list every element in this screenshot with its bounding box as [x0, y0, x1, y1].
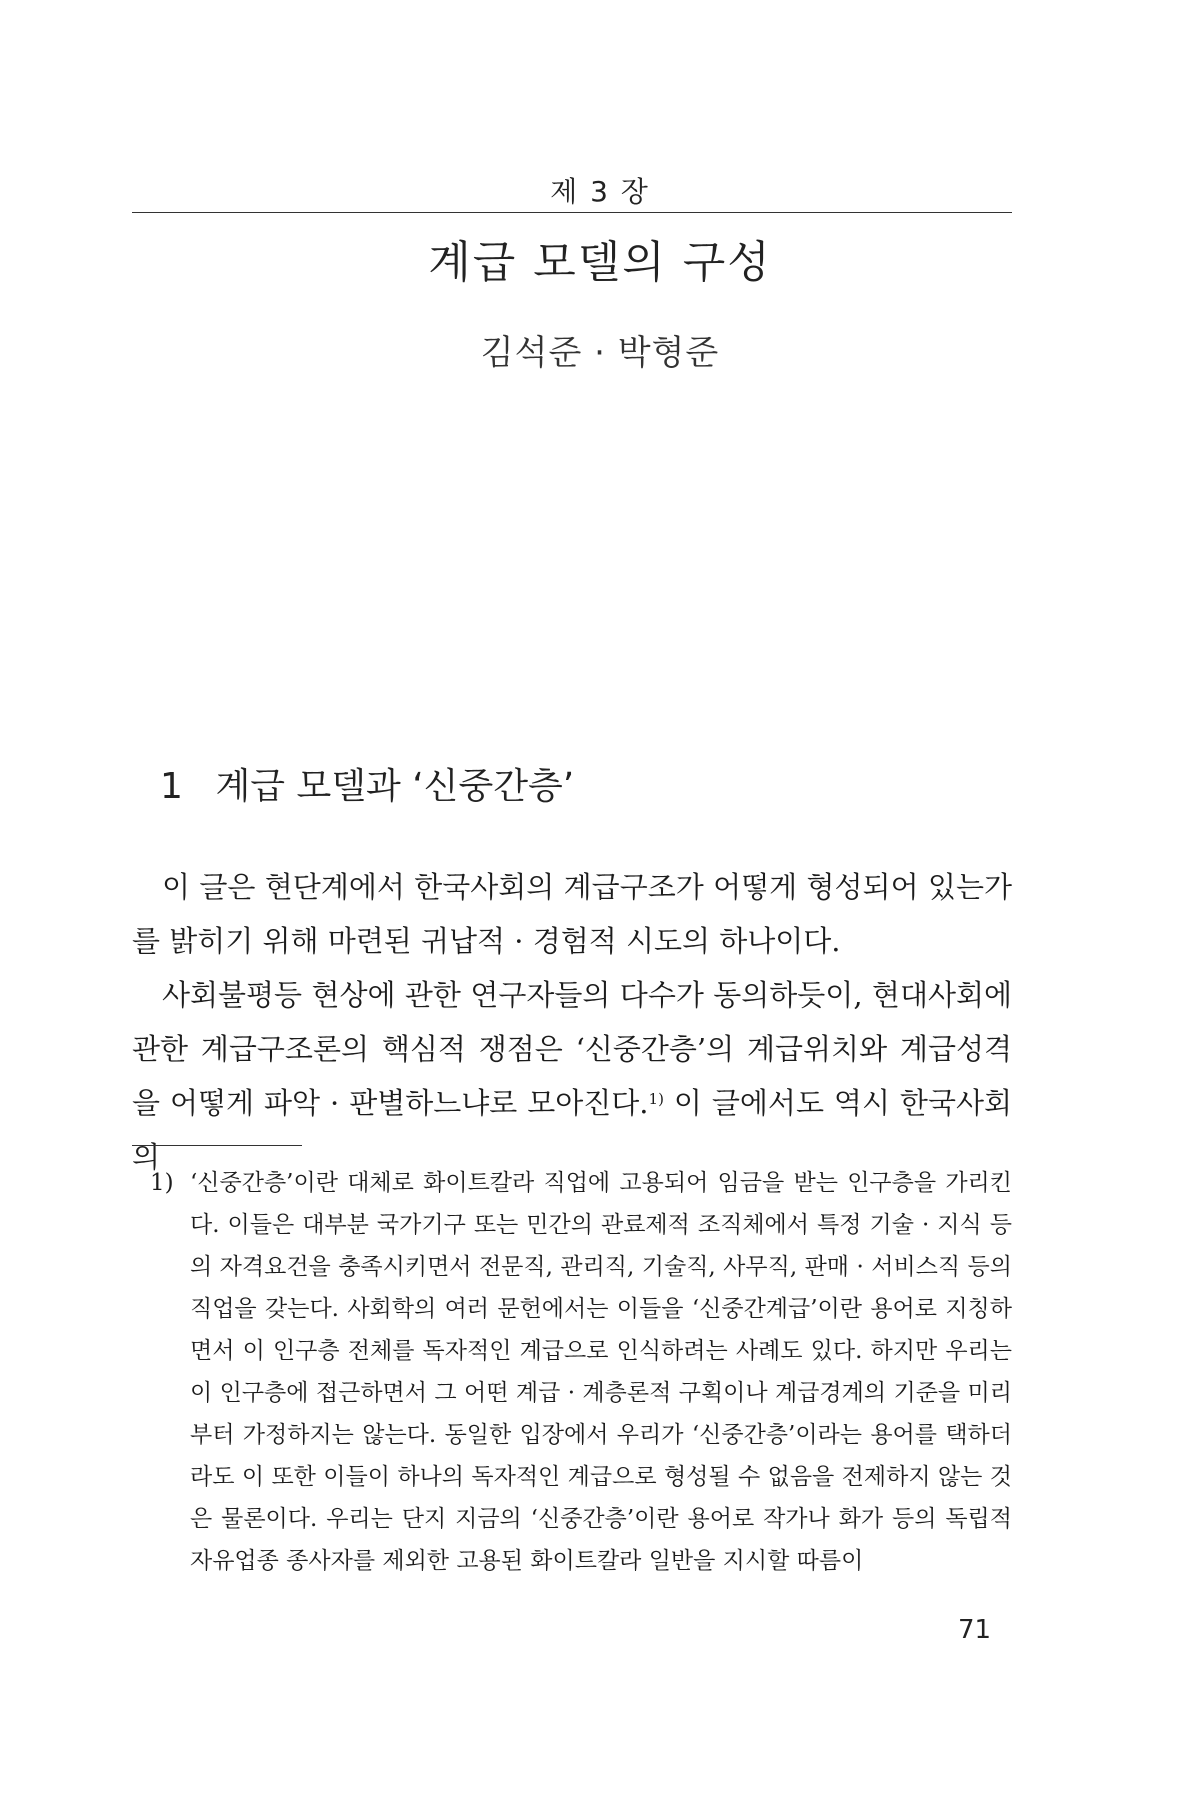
body-paragraph-text: 이 글에서도 역시 한국사회의	[132, 1086, 1012, 1174]
footnote-reference[interactable]: 1)	[648, 1090, 664, 1108]
chapter-label: 제 3 장	[550, 175, 650, 208]
body-text	[132, 860, 1012, 1184]
footnote-text: ‘신중간층’이란 대체로 화이트칼라 직업에 고용되어 임금을 받는 인구층을 가리킨다. 이들은 대부분 국가기구 또는 민간의 관료제적 조직체에서 특정 기술 · 지식 등의 자격요건을 충족시키면서 전문직, 관리직, 기술직, 사무직, 판매 · 서비스직 등의 직업을 갖는다. 사회학의 여러 문헌에서는 이들을 ‘신중간계급’이란 용어로 지칭하면서 이 인구층 전체를 독자적인 계급으로 인식하려는 사례도 있다. 하지만 우리는 이 인구층에 접근하면서 그 어떤 계급 · 계층론적 구획이나 계급경계의 기준을 미리부터 가정하지는 않는다. 동일한 입장에서 우리가 ‘신중간층’이라는 용어를 택하더라도 이 또한 이들이 하나의 독자적인 계급으로 형성될 수 없음을 전제하지 않는 것은 물론이다. 우리는 단지 지금의 ‘신중간층’이란 용어로 작가나 화가 등의 독립적 자유업종 종사자를 제외한 고용된 화이트칼라 일반을 지시할 따름이	[190, 1170, 1012, 1574]
chapter-authors: 김석준 · 박형준	[480, 333, 720, 373]
body-paragraph	[132, 968, 1012, 1184]
footnote	[150, 1162, 1012, 1582]
section-title: 계급 모델과 ‘신중간층’	[215, 766, 575, 807]
body-paragraph-text: 사회불평등 현상에 관한 연구자들의 다수가 동의하듯이, 현대사회에 관한 계급구조론의 핵심적 쟁점은 ‘신중간층’의 계급위치와 계급성격을 어떻게 파악 · 판별하느냐로 모아진다.	[132, 978, 1012, 1120]
footnote-rule	[132, 1145, 302, 1146]
footnote-number: 1)	[150, 1170, 174, 1196]
chapter-title: 계급 모델의 구성	[428, 237, 772, 288]
chapter-rule	[132, 212, 1012, 213]
page-number: 71	[958, 1615, 992, 1645]
section-heading	[160, 758, 574, 809]
body-paragraph: 이 글은 현단계에서 한국사회의 계급구조가 어떻게 형성되어 있는가를 밝히기 위해 마련된 귀납적 · 경험적 시도의 하나이다.	[132, 870, 1012, 958]
section-number: 1	[160, 766, 183, 807]
